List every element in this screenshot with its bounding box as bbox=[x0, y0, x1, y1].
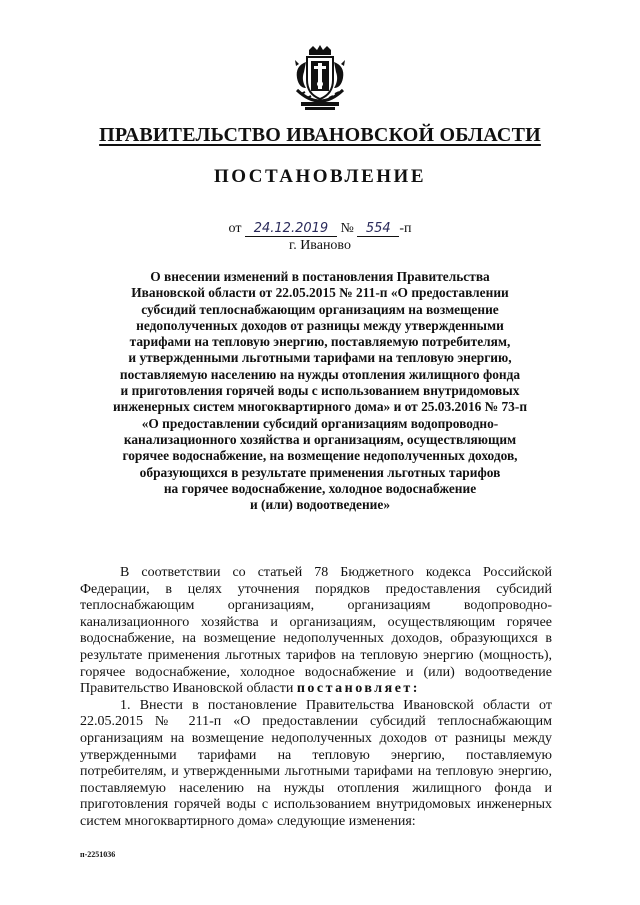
document-date: 24.12.2019 bbox=[245, 222, 337, 237]
registration-line bbox=[0, 221, 640, 237]
number-suffix: -п bbox=[399, 221, 412, 236]
subject-line: О внесении изменений в постановления Правительства bbox=[150, 269, 490, 284]
subject-line: горячее водоснабжение, на возмещение недополученных доходов, bbox=[122, 448, 518, 464]
subject-line: и утвержденными льготными тарифами на тепловую энергию, bbox=[128, 350, 512, 366]
subject-line: поставляемую населению на нужды отопления жилищного фонда bbox=[119, 366, 521, 382]
subject-line: и приготовления горячей воды с использованием внутридомовых bbox=[120, 383, 520, 399]
government-title: ПРАВИТЕЛЬСТВО ИВАНОВСКОЙ ОБЛАСТИ bbox=[99, 124, 541, 146]
subject-line: недополученных доходов от разницы между утвержденными bbox=[136, 317, 504, 333]
paragraph-text: В соответствии со статьей 78 Бюджетного кодекса Российской Федерации, в целях уточнения порядков предоставления субсидий теплоснабжающим организациям, организациям водопроводно-канализационного хозяйства и организациям, осуществляющим горячее водоснабжение, на возмещение недополученных доходов, образующихся в результате применения льготных тарифов на тепловую энергию (мощность), горячее водоснабжение, холодное водоснабжение и (или) водоотведение Правительство Ивановской области bbox=[80, 565, 552, 697]
document-number: 554 bbox=[357, 222, 399, 237]
document-subject bbox=[92, 269, 548, 513]
document-body bbox=[80, 565, 552, 831]
body-paragraph bbox=[80, 565, 552, 698]
date-label: от bbox=[228, 221, 242, 236]
document-type: ПОСТАНОВЛЕНИЕ bbox=[213, 166, 427, 187]
subject-line: субсидий теплоснабжающим организациям на возмещение bbox=[141, 301, 499, 317]
coat-of-arms-icon bbox=[289, 44, 351, 112]
subject-line: образующихся в результате применения льготных тарифов bbox=[139, 464, 501, 480]
subject-line: «О предоставлении субсидий организациям водопроводно- bbox=[141, 415, 499, 431]
subject-line: и (или) водоотведение» bbox=[249, 497, 391, 513]
city: г. Иваново bbox=[289, 238, 351, 253]
body-paragraph: 1. Внести в постановление Правительства Ивановской области от 22.05.2015 № 211-п «О предоставлении субсидий теплоснабжающим организациям на возмещение недополученных доходов от разницы между утвержденными тарифами на тепловую энергию, поставляемую потребителям, и утвержденными льготными тарифами на тепловую энергию, поставляемую населению на нужды отопления жилищного фонда и приготовления горячей воды с использованием внутридомовых инженерных систем многоквартирного дома» следующие изменения: bbox=[80, 697, 552, 829]
footer-code: п-2251036 bbox=[80, 850, 116, 859]
subject-line: канализационного хозяйства и организациям, осуществляющим bbox=[123, 431, 517, 447]
subject-line: Ивановской области от 22.05.2015 № 211-п «О предоставлении bbox=[131, 285, 509, 301]
subject-line: на горячее водоснабжение, холодное водоснабжение bbox=[163, 480, 477, 496]
subject-line: инженерных систем многоквартирного дома» и от 25.03.2016 № 73-п bbox=[112, 399, 528, 415]
number-label: № bbox=[340, 221, 354, 236]
resolution-verb: постановляет: bbox=[296, 681, 420, 697]
subject-line: тарифами на тепловую энергию, поставляемую потребителям, bbox=[129, 334, 511, 350]
